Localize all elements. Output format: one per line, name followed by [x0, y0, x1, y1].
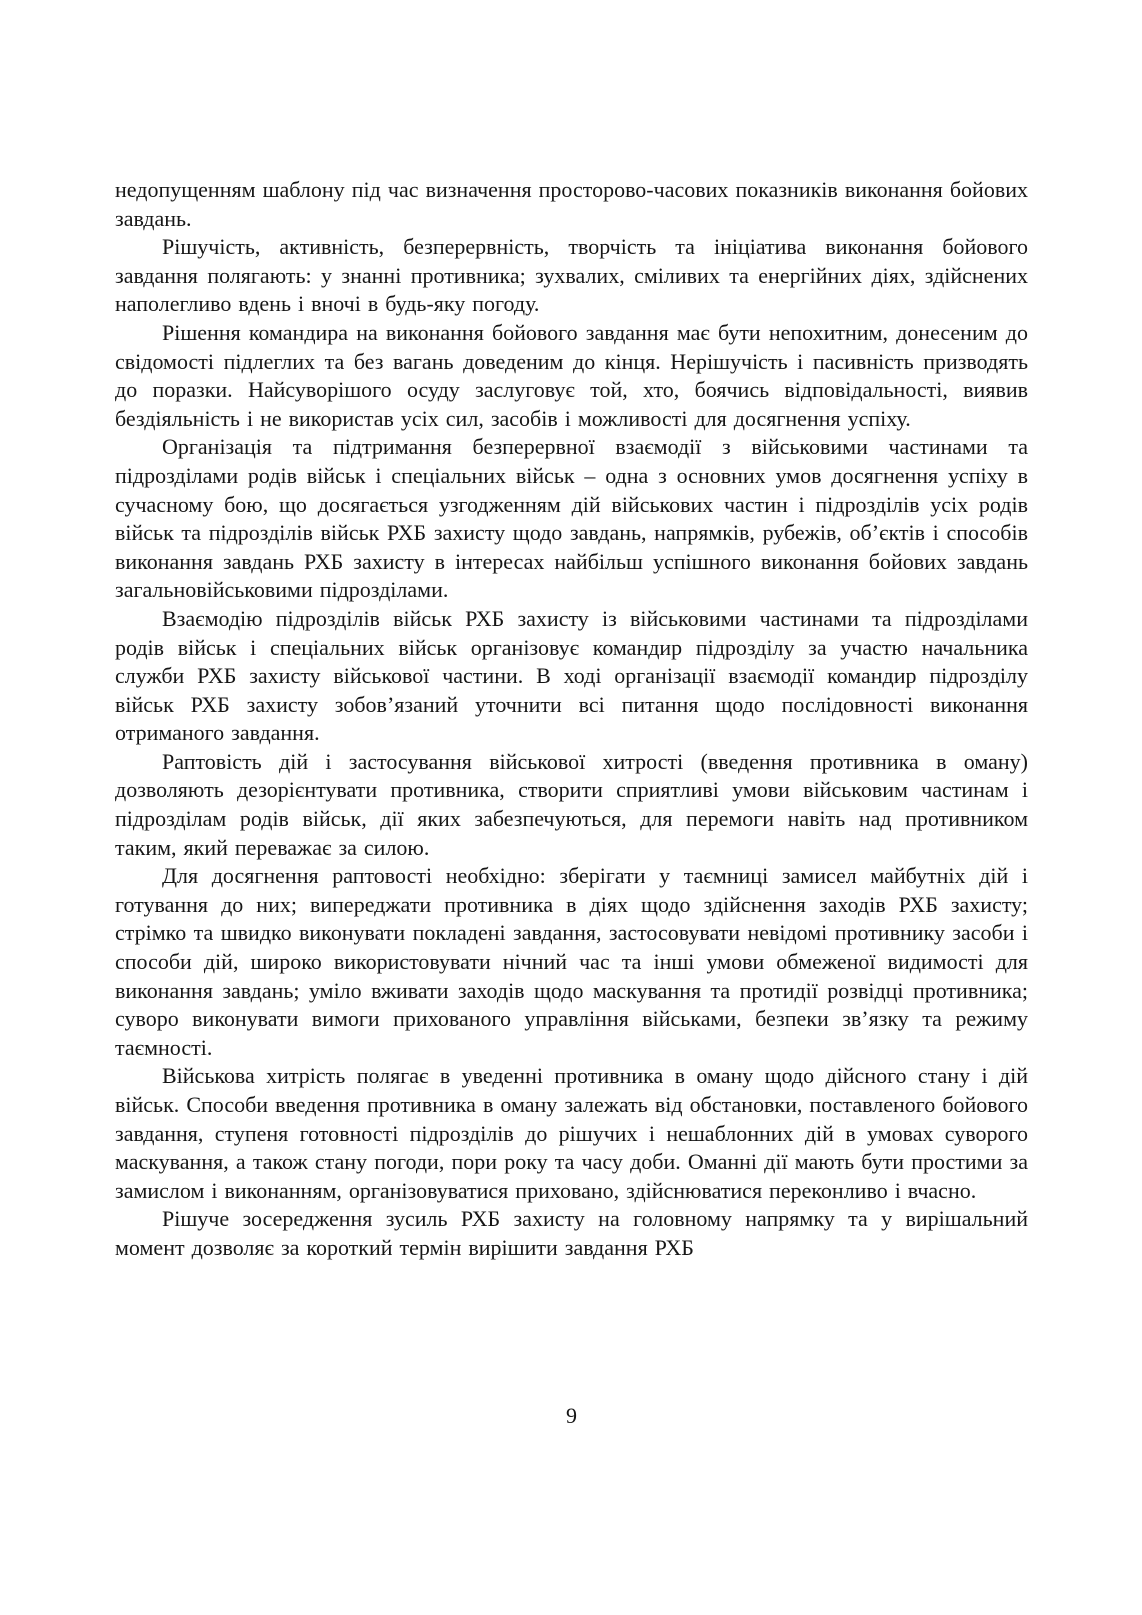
body-text	[115, 176, 1028, 1263]
paragraph: Рішуче зосередження зусиль РХБ захисту на головному напрямку та у вирішальний момент дозволяє за короткий термін вирішити завдання РХБ	[115, 1206, 1028, 1260]
paragraph: недопущенням шаблону під час визначення просторово-часових показників виконання бойових завдань.	[115, 177, 1028, 231]
paragraph: Рішення командира на виконання бойового завдання має бути непохитним, донесеним до свідомості підлеглих та без вагань доведеним до кінця. Нерішучість і пасивність призводять до поразки. Найсуворішого осуду заслуговує той, хто, боячись відповідальності, виявив бездіяльність і не використав усіх сил, засобів і можливості для досягнення успіху.	[115, 319, 1028, 431]
paragraph: Раптовість дій і застосування військової хитрості (введення противника в оману) дозволяють дезорієнтувати противника, створити сприятливі умови військовим частинам і підрозділам родів військ, дії яких забезпечуються, для перемоги навіть над противником таким, який переважає за силою.	[115, 748, 1028, 860]
paragraph: Рішучість, активність, безперервність, творчість та ініціатива виконання бойового завдання полягають: у знанні противника; зухвалих, сміливих та енергійних діях, здійснених наполегливо вдень і вночі в будь-яку погоду.	[115, 234, 1028, 317]
paragraph: Взаємодію підрозділів військ РХБ захисту із військовими частинами та підрозділами родів військ і спеціальних військ організовує командир підрозділу за участю начальника служби РХБ захисту військової частини. В ході організації взаємодії командир підрозділу військ РХБ захисту зобов’язаний уточнити всі питання щодо послідовності виконання отриманого завдання.	[115, 605, 1028, 746]
page-number: 9	[566, 1403, 577, 1428]
paragraph: Для досягнення раптовості необхідно: зберігати у таємниці замисел майбутніх дій і готування до них; випереджати противника в діях щодо здійснення заходів РХБ захисту; стрімко та швидко виконувати покладені завдання, застосовувати невідомі противнику засоби і способи дій, широко використовувати нічний час та інші умови обмеженої видимості для виконання завдань; уміло вживати заходів щодо маскування та протидії розвідці противника; суворо виконувати вимоги прихованого управління військами, безпеки зв’язку та режиму таємності.	[115, 863, 1028, 1060]
paragraph: Військова хитрість полягає в уведенні противника в оману щодо дійсного стану і дій військ. Способи введення противника в оману залежать від обстановки, поставленого бойового завдання, ступеня готовності підрозділів до рішучих і нешаблонних дій в умовах суворого маскування, а також стану погоди, пори року та часу доби. Оманні дії мають бути простими за замислом і виконанням, організовуватися приховано, здійснюватися переконливо і вчасно.	[115, 1063, 1028, 1203]
paragraph: Організація та підтримання безперервної взаємодії з військовими частинами та підрозділами родів військ і спеціальних військ – одна з основних умов досягнення успіху в сучасному бою, що досягається узгодженням дій військових частин і підрозділів усіх родів військ та підрозділів військ РХБ захисту щодо завдань, напрямків, рубежів, об’єктів і способів виконання завдань РХБ захисту в інтересах найбільш успішного виконання бойових завдань загальновійськовими підрозділами.	[115, 434, 1028, 603]
